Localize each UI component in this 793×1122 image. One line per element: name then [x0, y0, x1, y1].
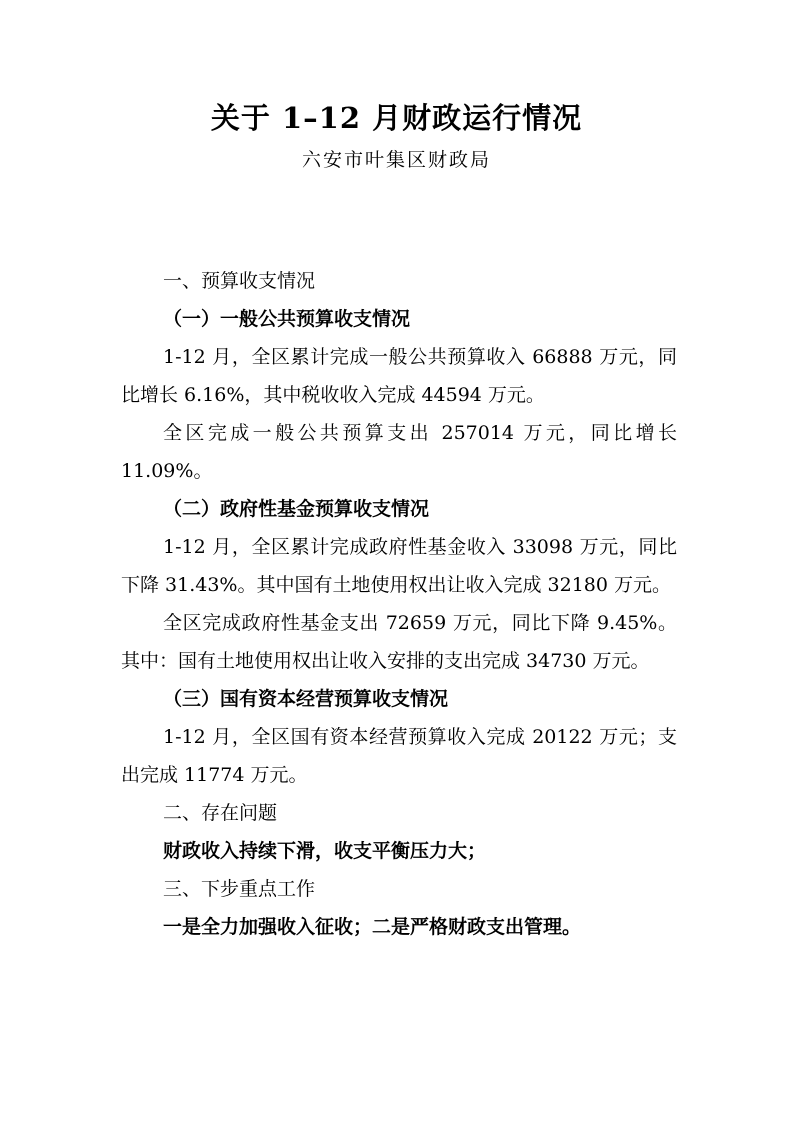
subsection-heading-capital: （三）国有资本经营预算收支情况: [163, 688, 449, 710]
document-issuer: 六安市叶集区财政局: [301, 149, 491, 171]
subsection-heading-fund: （二）政府性基金预算收支情况: [163, 498, 430, 520]
next-steps-text: 一是全力加强收入征收；二是严格财政支出管理。: [163, 916, 582, 938]
paragraph-capital: 1-12 月，全区国有资本经营预算收入完成 20122 万元；支出完成 11774 万元。: [121, 726, 677, 786]
document-body: [121, 262, 677, 946]
paragraph-general-expenditure: 全区完成一般公共预算支出 257014 万元，同比增长 11.09%。: [121, 422, 677, 482]
section-heading-next-steps: 三、下步重点工作: [163, 878, 316, 900]
section-heading-problems: 二、存在问题: [163, 802, 278, 824]
paragraph-general-revenue: 1-12 月，全区累计完成一般公共预算收入 66888 万元，同比增长 6.16%，其中税收收入完成 44594 万元。: [121, 346, 677, 406]
section-heading-budget: 一、预算收支情况: [163, 270, 316, 292]
paragraph-fund-expenditure: 全区完成政府性基金支出 72659 万元，同比下降 9.45%。其中：国有土地使用权出让收入安排的支出完成 34730 万元。: [121, 612, 677, 672]
problems-text: 财政收入持续下滑，收支平衡压力大；: [163, 840, 487, 862]
paragraph-fund-revenue: 1-12 月，全区累计完成政府性基金收入 33098 万元，同比下降 31.43%。其中国有土地使用权出让收入完成 32180 万元。: [121, 536, 677, 596]
document-title: 关于 1–12 月财政运行情况: [210, 101, 583, 135]
subsection-heading-general: （一）一般公共预算收支情况: [163, 308, 411, 330]
